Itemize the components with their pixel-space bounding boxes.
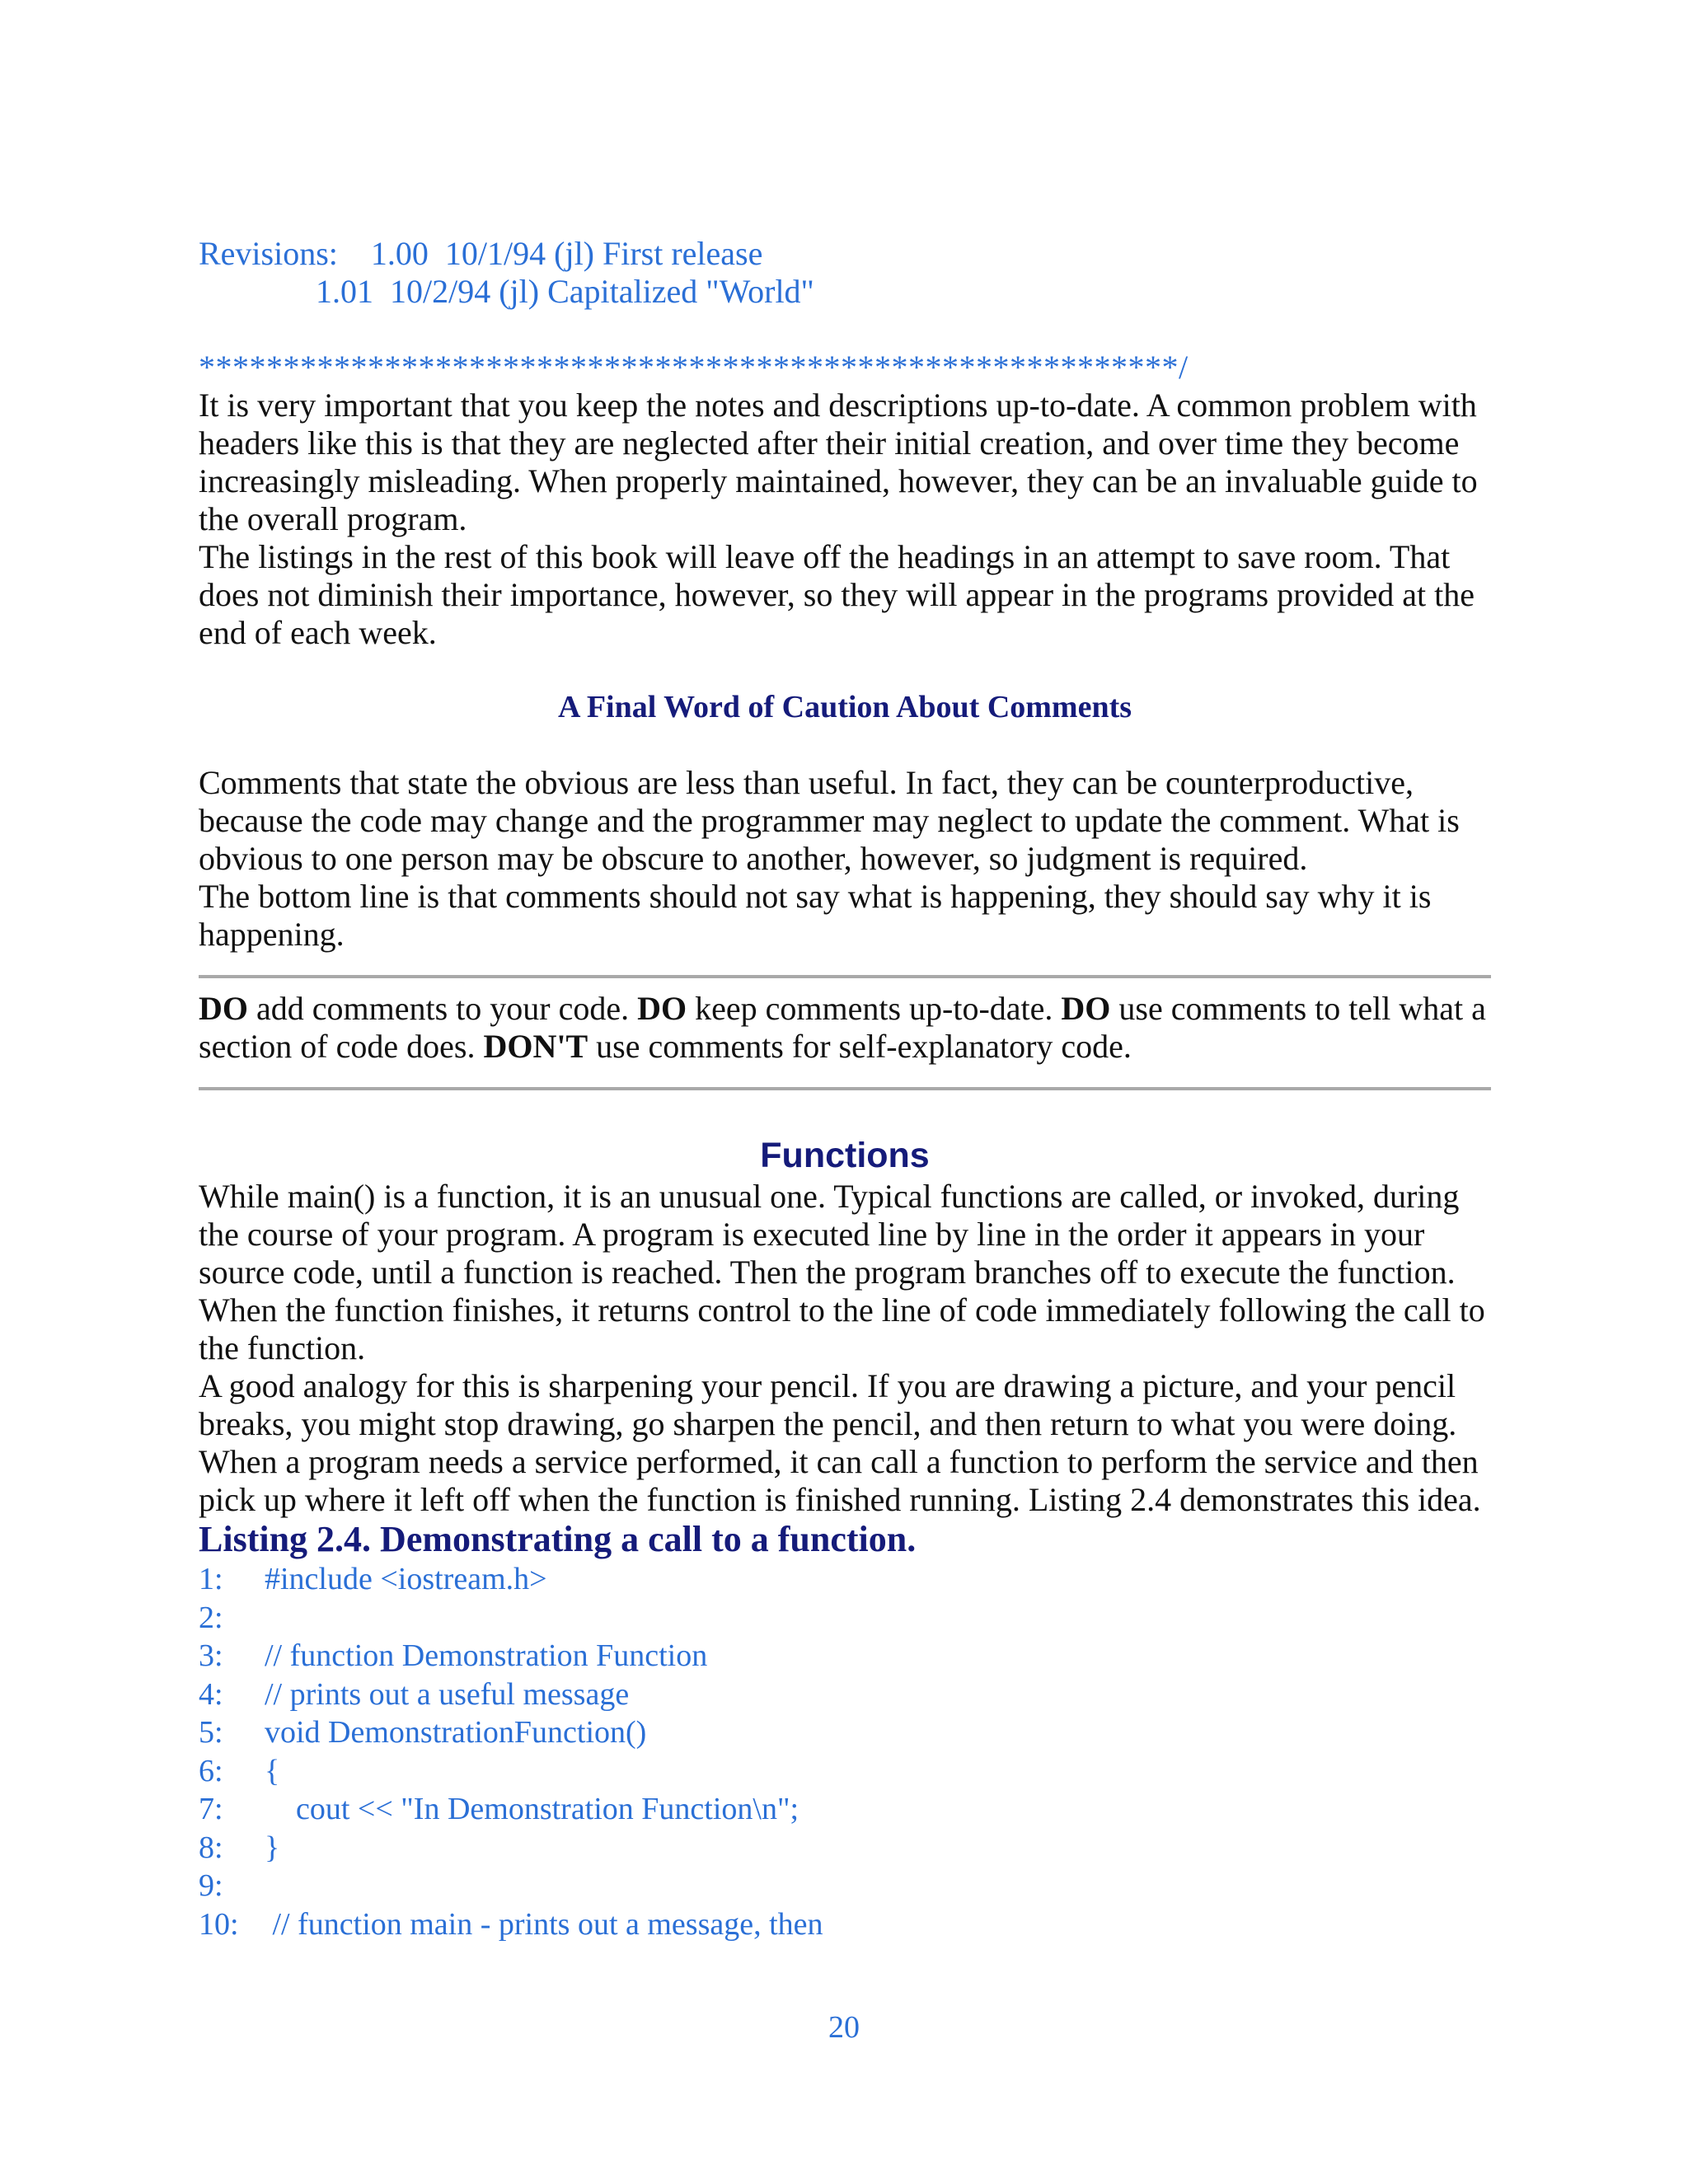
revision-entry: 1.01 10/2/94 (jl) Capitalized "World" bbox=[316, 273, 814, 310]
dont-label: DON'T bbox=[483, 1028, 588, 1065]
note-text: keep comments up-to-date. bbox=[687, 990, 1062, 1027]
code-line bbox=[199, 1790, 1491, 1829]
section-heading-caution: A Final Word of Caution About Comments bbox=[557, 690, 1132, 724]
code-line bbox=[199, 1675, 1491, 1714]
body-paragraph: The listings in the rest of this book will leave off the headings in an attempt to save room. That does not diminish their importance, however, so they will appear in the programs provided at the end of each week. bbox=[199, 538, 1475, 651]
note-text: use comments for self-explanatory code. bbox=[588, 1028, 1132, 1065]
code-line bbox=[199, 1599, 1491, 1638]
line-number: 10: bbox=[199, 1906, 239, 1942]
line-number: 9: bbox=[199, 1868, 223, 1903]
horizontal-rule bbox=[199, 1087, 1491, 1090]
line-number: 3: bbox=[199, 1638, 223, 1673]
revision-line-1 bbox=[199, 235, 1491, 273]
code-text: } bbox=[265, 1830, 280, 1865]
page-content bbox=[199, 235, 1491, 1943]
code-line bbox=[199, 1752, 1491, 1791]
revisions-label: Revisions: bbox=[199, 235, 338, 272]
code-text: // function Demonstration Function bbox=[265, 1638, 708, 1673]
code-line bbox=[199, 1637, 1491, 1675]
body-paragraph: It is very important that you keep the notes and descriptions up-to-date. A common problem with headers like this is that they are neglected after their initial creation, and over time they become increasingly misleading. When properly maintained, however, they can be an invaluable guide to the overall program. bbox=[199, 387, 1478, 537]
section-heading-functions: Functions bbox=[760, 1136, 930, 1175]
code-line bbox=[199, 1867, 1491, 1905]
line-number: 7: bbox=[199, 1792, 223, 1826]
body-paragraph: While main() is a function, it is an unusual one. Typical functions are called, or invoked, during the course of your program. A program is executed line by line in the order it appears in your source code, until a function is reached. Then the program branches off to execute the function. When the function finishes, it returns control to the line of code immediately following the call to the function. bbox=[199, 1178, 1485, 1366]
revision-line-2 bbox=[199, 273, 1491, 311]
body-paragraph: The bottom line is that comments should not say what is happening, they should say why it is happening. bbox=[199, 878, 1432, 953]
note-text: add comments to your code. bbox=[248, 990, 638, 1027]
listing-title: Listing 2.4. Demonstrating a call to a function. bbox=[199, 1519, 917, 1559]
revision-entry: 1.00 10/1/94 (jl) First release bbox=[370, 235, 763, 272]
do-label: DO bbox=[1061, 990, 1111, 1027]
do-dont-note bbox=[199, 990, 1491, 1066]
code-listing bbox=[199, 1560, 1491, 1943]
line-number: 5: bbox=[199, 1715, 223, 1750]
do-label: DO bbox=[199, 990, 248, 1027]
body-paragraph: Comments that state the obvious are less than useful. In fact, they can be counterproductive, because the code may change and the programmer may neglect to update the comment. What is obvious to one person may be obscure to another, however, so judgment is required. bbox=[199, 764, 1460, 877]
line-number: 2: bbox=[199, 1600, 223, 1635]
code-line bbox=[199, 1905, 1491, 1944]
comment-block-end: **********************************************************/ bbox=[199, 349, 1189, 386]
code-text: #include <iostream.h> bbox=[265, 1562, 547, 1596]
line-number: 6: bbox=[199, 1753, 223, 1788]
code-line bbox=[199, 1713, 1491, 1752]
code-text: cout << "In Demonstration Function\n"; bbox=[265, 1792, 799, 1826]
code-text: void DemonstrationFunction() bbox=[265, 1715, 647, 1750]
do-label: DO bbox=[637, 990, 687, 1027]
line-number: 4: bbox=[199, 1676, 223, 1712]
code-text: { bbox=[265, 1753, 280, 1788]
code-line bbox=[199, 1829, 1491, 1868]
line-number: 8: bbox=[199, 1830, 223, 1865]
code-text: // function main - prints out a message, then bbox=[265, 1906, 823, 1942]
code-line bbox=[199, 1560, 1491, 1599]
code-text: // prints out a useful message bbox=[265, 1676, 630, 1712]
page-number: 20 bbox=[828, 2010, 860, 2045]
note-text: use comments to tell what a section of code does. bbox=[199, 990, 1486, 1065]
line-number: 1: bbox=[199, 1562, 223, 1596]
body-paragraph: A good analogy for this is sharpening your pencil. If you are drawing a picture, and your pencil breaks, you might stop drawing, go sharpen the pencil, and then return to what you were doing. When a program needs a service performed, it can call a function to perform the service and then pick up where it left off when the function is finished running. Listing 2.4 demonstrates this idea. bbox=[199, 1367, 1481, 1518]
horizontal-rule bbox=[199, 975, 1491, 978]
